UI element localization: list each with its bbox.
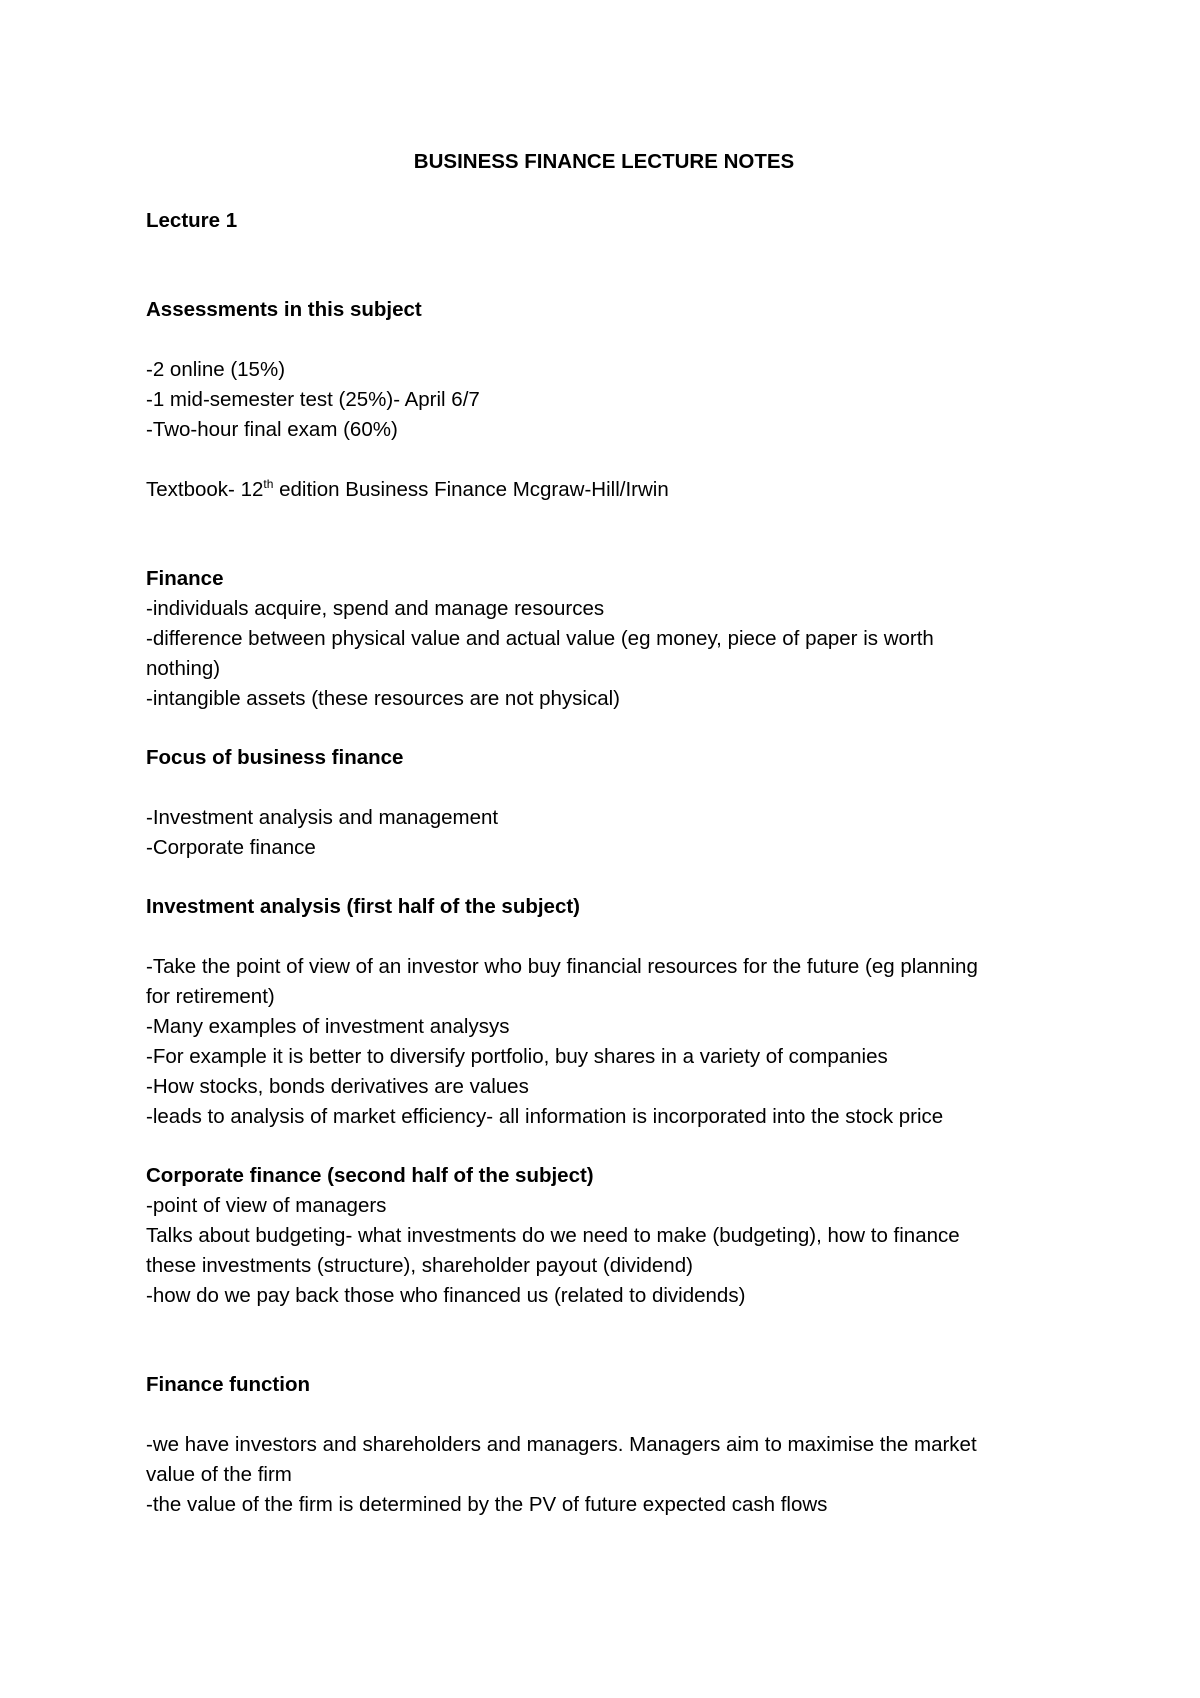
investment-heading: Investment analysis (first half of the subject): [146, 895, 581, 918]
finance-line: nothing): [146, 657, 221, 680]
textbook-superscript: th: [263, 477, 274, 492]
corporate-line: Talks about budgeting- what investments do we need to make (budgeting), how to finance: [146, 1224, 960, 1247]
assessment-item: -Two-hour final exam (60%): [146, 418, 398, 441]
function-heading: Finance function: [146, 1373, 310, 1396]
investment-line: -Many examples of investment analysys: [146, 1015, 510, 1038]
corporate-heading: Corporate finance (second half of the subject): [146, 1164, 594, 1187]
lecture-label: Lecture 1: [146, 209, 238, 232]
textbook-prefix: Textbook- 12: [146, 478, 264, 501]
corporate-line: -point of view of managers: [146, 1194, 387, 1217]
assessment-item: -2 online (15%): [146, 358, 286, 381]
investment-line: -leads to analysis of market efficiency- all information is incorporated into the stock price: [146, 1105, 944, 1128]
function-line: value of the firm: [146, 1463, 292, 1486]
finance-line: -difference between physical value and actual value (eg money, piece of paper is worth: [146, 627, 934, 650]
investment-line: -How stocks, bonds derivatives are values: [146, 1075, 529, 1098]
focus-heading: Focus of business finance: [146, 746, 404, 769]
document-title: BUSINESS FINANCE LECTURE NOTES: [413, 150, 795, 173]
corporate-line: these investments (structure), shareholder payout (dividend): [146, 1254, 693, 1277]
finance-line: -intangible assets (these resources are not physical): [146, 687, 621, 710]
textbook-line: [146, 476, 669, 504]
finance-heading: Finance: [146, 567, 224, 590]
focus-line: -Investment analysis and management: [146, 806, 499, 829]
function-line: -the value of the firm is determined by the PV of future expected cash flows: [146, 1493, 828, 1516]
corporate-line: -how do we pay back those who financed us (related to dividends): [146, 1284, 746, 1307]
investment-line: for retirement): [146, 985, 275, 1008]
investment-line: -For example it is better to diversify portfolio, buy shares in a variety of companies: [146, 1045, 888, 1068]
assessments-heading: Assessments in this subject: [146, 298, 422, 321]
assessment-item: -1 mid-semester test (25%)- April 6/7: [146, 388, 480, 411]
focus-line: -Corporate finance: [146, 836, 316, 859]
function-line: -we have investors and shareholders and managers. Managers aim to maximise the market: [146, 1433, 977, 1456]
textbook-suffix: edition Business Finance Mcgraw-Hill/Irwin: [273, 478, 669, 501]
investment-line: -Take the point of view of an investor who buy financial resources for the future (eg planning: [146, 955, 978, 978]
finance-line: -individuals acquire, spend and manage resources: [146, 597, 605, 620]
